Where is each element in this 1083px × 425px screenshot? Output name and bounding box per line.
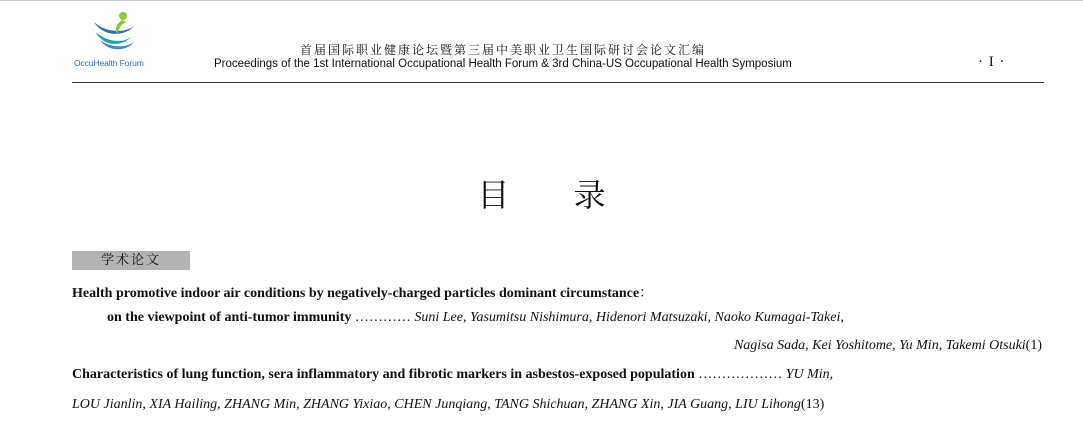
entry-page[interactable]: (13): [800, 397, 825, 412]
toc-title: [0, 170, 1083, 216]
toc-title-char: 目: [477, 176, 510, 214]
toc-entry-1-title-line2[interactable]: [107, 310, 844, 326]
logo-text: OccuHealth Forum: [74, 58, 144, 68]
top-border: [0, 0, 1083, 1]
entry-authors: Suni Lee, Yasumitsu Nishimura, Hidenori Matsuzaki, Naoko Kumagai-Takei,: [414, 310, 844, 325]
header-title-cn: 首届国际职业健康论坛暨第三届中美职业卫生国际研讨会论文汇编: [300, 43, 707, 57]
page-number: · I ·: [978, 54, 1006, 70]
entry-title-punct: ：: [639, 286, 654, 301]
toc-title-char: 录: [573, 176, 606, 214]
toc-entry-2-authors-line2: [72, 397, 824, 413]
logo: [70, 10, 162, 70]
leader-dots: …………: [354, 310, 411, 325]
toc-entry-1-authors-line2: [734, 338, 1042, 354]
entry-authors: Nagisa Sada, Kei Yoshitome, Yu Min, Takemi Otsuki: [733, 338, 1026, 353]
occuhealth-logo-icon: [92, 10, 140, 56]
entry-title: Health promotive indoor air conditions by negatively-charged particles dominant circumstance: [72, 286, 640, 301]
header-rule: [72, 82, 1044, 83]
toc-entry-1-title-line1[interactable]: [72, 282, 653, 302]
entry-title: on the viewpoint of anti-tumor immunity: [107, 310, 352, 325]
section-label: 学术论文: [72, 251, 190, 270]
header-title-en: Proceedings of the 1st International Occupational Health Forum & 3rd China-US Occupational Health Symposium: [214, 58, 792, 70]
entry-authors: YU Min,: [785, 367, 834, 382]
entry-authors: LOU Jianlin, XIA Hailing, ZHANG Min, ZHANG Yixiao, CHEN Junqiang, TANG Shichuan, ZHANG Xin, JIA Guang, LIU Lihong: [72, 397, 801, 412]
leader-dots: ………………: [698, 367, 783, 382]
entry-title: Characteristics of lung function, sera inflammatory and fibrotic markers in asbestos-exposed population: [72, 367, 695, 382]
entry-page[interactable]: (1): [1025, 338, 1042, 353]
toc-entry-2-title-line1[interactable]: [72, 367, 833, 383]
